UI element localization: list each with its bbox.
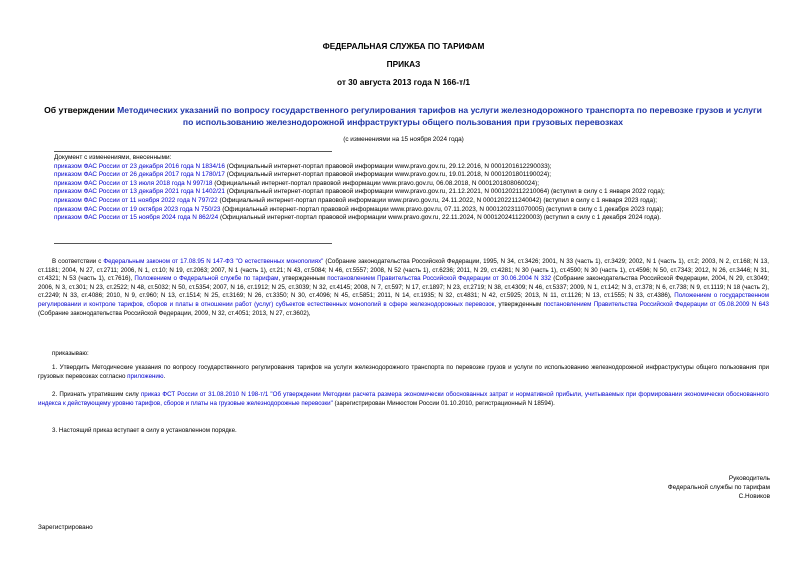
preamble-text: , утвержденным (494, 300, 544, 308)
link-fst-order-198[interactable]: приказ ФСТ России от 31.08.2010 N 198-т/1 "Об утверждении Методики расчета размера экономически обоснованных затрат и нормативной прибыли, учитываемых при формировании экономически обоснованного индекса к действующему уровню тарифов, сборов и платы на грузовые железнодорожные перевозки" (38, 391, 769, 407)
item-text: 1. Утвердить Методические указания по вопросу государственного регулирования тарифов на услуги железнодорожного транспорта по перевозке грузов и услуги по использованию железнодорожной инфраструктуры общего пользования при грузовых перевозках согласно (38, 364, 769, 380)
revision-link[interactable]: приказом ФАС России от 13 июля 2018 года N 997/18 (54, 179, 213, 187)
link-federal-law[interactable]: Федеральным законом от 17.08.95 N 147-ФЗ "О естественных монополиях" (103, 258, 324, 265)
order-word: приказываю: (52, 350, 89, 357)
doc-date-number: от 30 августа 2013 года N 166-т/1 (336, 77, 471, 87)
revision-item (54, 214, 754, 223)
divider-bottom (54, 243, 332, 244)
revision-link[interactable]: приказом ФАС России от 15 ноября 2024 года N 862/24 (54, 214, 219, 222)
link-decree-332[interactable]: постановлением Правительства Российской Федерации от 30.06.2004 N 332 (327, 275, 552, 283)
revisions-list (54, 154, 754, 223)
revision-text: (Официальный интернет-портал правовой информации www.pravo.gov.ru, 07.11.2023, N 0001202311070005) (вступил в силу с 1 декабря 2023 года); (220, 205, 664, 213)
order-item-3: 3. Настоящий приказ вступает в силу в установленном порядке. (52, 427, 237, 434)
revision-text: (Официальный интернет-портал правовой информации www.pravo.gov.ru, 19.01.2018, N 0001201801190024); (224, 171, 552, 179)
preamble-text: , утвержденным (278, 275, 328, 283)
link-fst-regulation[interactable]: Положением о Федеральной службе по тарифам (134, 275, 279, 283)
revision-text: (Официальный интернет-портал правовой информации www.pravo.gov.ru, 21.12.2021, N 0001202112210064) (вступил в силу с 1 января 2022 года); (224, 188, 665, 196)
revision-link[interactable]: приказом ФАС России от 13 декабря 2021 года N 1402/21 (54, 188, 225, 196)
revision-text: (Официальный интернет-портал правовой информации www.pravo.gov.ru, 24.11.2022, N 0001202211240042) (вступил в силу с 1 января 2023 года); (217, 196, 657, 204)
order-item-2 (38, 391, 769, 408)
document-title (38, 104, 768, 128)
revision-text: (Официальный интернет-портал правовой информации www.pravo.gov.ru, 29.12.2016, N 0001201612290033); (224, 162, 552, 170)
revision-item (54, 188, 754, 197)
title-link[interactable]: Методических указаний по вопросу государственного регулирования тарифов на услуги железнодорожного транспорта по перевозке грузов и услуги по использованию железнодорожной инфраструктуры общего пользования при грузовых перевозках (117, 105, 762, 127)
title-prefix: Об утверждении (44, 105, 118, 115)
preamble-text: (Собрание законодательства Российской Федерации, 1995, N 34, ст.3426; 2001, N 33 (часть 1), ст.3429; 2002, N 1 (часть 1), ст.2; 2003, N 2, ст.168; N 13, ст.1181; 2004, N 27, ст.2711; 2006, N 1, ст.10; N 19, ст.2063; 2007, N 1 (часть 1), ст.21; N 43, ст.5084; N 46, ст.5557; 2008, N 52 (часть 1), ст.6236; 2011, N 29, ст.4281; N 30 (часть 1), ст.4590; N 30 (часть 1), ст.4596; N 50, ст.7343; 2012, N 26, ст.3446; N 31, ст.4321; N 53 (часть 1), ст.7616), (38, 258, 769, 283)
signature-block (470, 474, 770, 501)
revision-link[interactable]: приказом ФАС России от 19 октября 2023 года N 750/23 (54, 205, 221, 213)
signature-agency: Федеральной службы по тарифам (667, 484, 770, 491)
item-text: . (163, 372, 166, 380)
revision-link[interactable]: приказом ФАС России от 11 ноября 2022 года N 797/22 (54, 196, 218, 204)
doc-type: ПРИКАЗ (386, 59, 421, 69)
item-text: 2. Признать утратившим силу (52, 391, 141, 398)
item-text: (зарегистрирован Минюстом России 01.10.2010, регистрационный N 18594). (332, 399, 555, 407)
revision-item (54, 206, 754, 215)
registered-label: Зарегистрировано (38, 524, 93, 531)
preamble-text: В соответствии с (52, 258, 104, 265)
divider-top (54, 151, 332, 152)
revision-item (54, 197, 754, 206)
revision-item (54, 171, 754, 180)
revision-link[interactable]: приказом ФАС России от 23 декабря 2016 года N 1834/16 (54, 162, 225, 170)
link-appendix[interactable]: приложению (127, 372, 164, 380)
preamble-text: (Собрание законодательства Российской Федерации, 2004, N 29, ст.3049; 2006, N 3, ст.301; N 23, ст.2522; N 48, ст.5032; N 50, ст.5354; 2007, N 16, ст.1912; N 25, ст.3039; N 32, ст.4145; 2008, N 7, ст.597; N 17, ст.1897; N 23, ст.2719; N 38, ст.4309; N 46, ст.5337; 2009, N 1, ст.142; N 3, ст.378; N 6, ст.738; N 9, ст.1119; N 18 (часть 2), ст.2249; N 33, ст.4086; 2010, N 9, ст.960; N 13, ст.1514; N 25, ст.3169; N 26, ст.3350; N 30, ст.4096; N 45, ст.5851; 2011, N 14, ст.1935; N 32, ст.4831; N 42, ст.5925; 2013, N 11, ст.1126; N 13, ст.1555; N 33, ст.4386), (38, 275, 770, 300)
revision-note: (с изменениями на 15 ноября 2024 года) (343, 136, 464, 143)
revision-text: (Официальный интернет-портал правовой информации www.pravo.gov.ru, 06.08.2018, N 0001201808060024); (212, 179, 540, 187)
order-item-1 (38, 364, 769, 381)
agency-name: ФЕДЕРАЛЬНАЯ СЛУЖБА ПО ТАРИФАМ (322, 41, 485, 51)
preamble-text: (Собрание законодательства Российской Федерации, 2009, N 32, ст.4051; 2013, N 27, ст.3602), (38, 309, 311, 317)
link-regulation-rail[interactable]: Положением о государственном регулировании и контроле тарифов, сборов и платы в отношении работ (услуг) субъектов естественных монополий в сфере железнодорожных перевозок (38, 292, 769, 308)
link-decree-643[interactable]: постановлением Правительства Российской Федерации от 05.08.2009 N 643 (543, 300, 769, 308)
preamble-paragraph (38, 258, 769, 318)
revision-link[interactable]: приказом ФАС России от 26 декабря 2017 года N 1780/17 (54, 171, 225, 179)
revision-text: (Официальный интернет-портал правовой информации www.pravo.gov.ru, 22.11.2024, N 0001202411220003) (вступил в силу с 1 декабря 2024 года). (218, 214, 662, 222)
revision-item (54, 163, 754, 172)
signature-position: Руководитель (728, 475, 770, 482)
revisions-heading: Документ с изменениями, внесенными: (54, 154, 172, 161)
signature-name: С.Новиков (738, 493, 770, 500)
